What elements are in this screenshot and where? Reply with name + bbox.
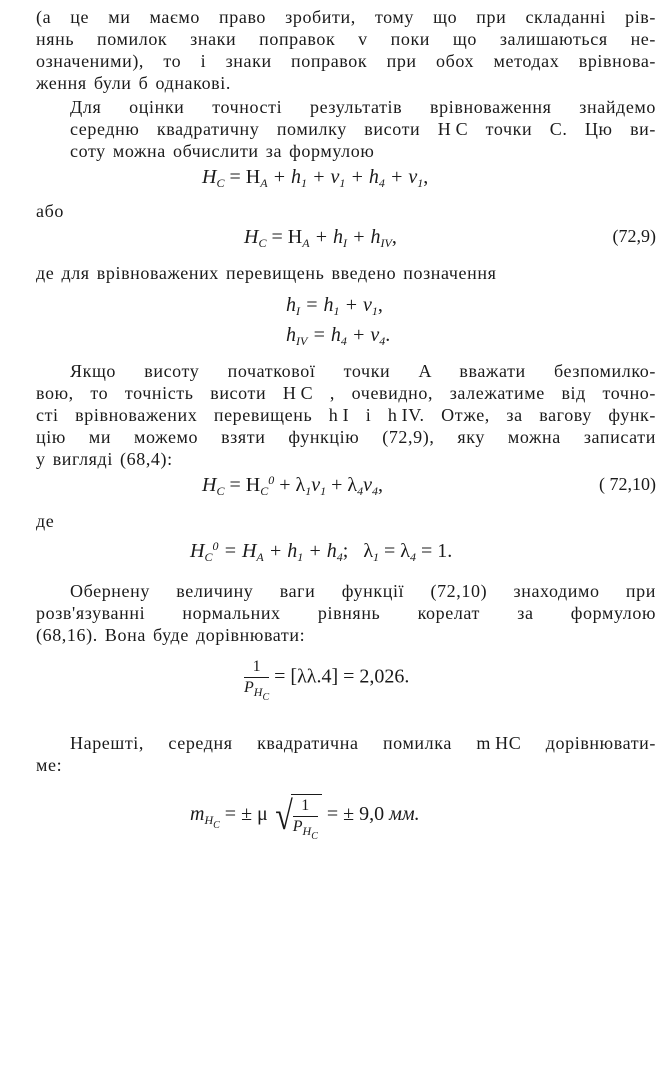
page <box>36 6 656 856</box>
text-line: ження були б однакові. <box>36 73 231 93</box>
formula-expression: $H_C = H_A + h_1 + v_1 + h_4 + v_1$, <box>202 166 429 190</box>
label-or: або <box>36 201 64 221</box>
text-line: Нарешті, середня квадратична помилка m HC дорівнювати- <box>70 733 656 753</box>
text-line: Обернену величину ваги функції (72,10) знаходимо при <box>70 581 656 601</box>
paragraph-6 <box>36 732 656 776</box>
equation-number: (72,9) <box>612 226 656 246</box>
formula-expression: $\frac{1}{P_{H_C}}$ = [λλ.4] = 2,026. <box>244 658 410 703</box>
formula-weight <box>36 652 656 722</box>
text-line: цію ми можемо взяти функцію (72,9), яку можна записати <box>36 427 656 447</box>
formula-expression: $m_{H_C}$ = ± μ √ $\frac{1}{P_{H_C}}$ = ± 9,0 мм. <box>190 793 420 842</box>
formula-hc-zero <box>36 536 656 580</box>
paragraph-3 <box>36 262 656 284</box>
paragraph-1 <box>36 6 656 94</box>
fraction: $\frac{1}{P_{H_C}}$ <box>292 797 318 842</box>
text-line: сті врівноважених перевищень h I і h IV. Отже, за вагову функ- <box>36 405 656 425</box>
fraction: $\frac{1}{P_{H_C}}$ <box>244 658 270 703</box>
equation-number: ( 72,10) <box>599 474 656 494</box>
formula-mean-square-error <box>36 786 656 856</box>
formula-expression: $H_C = H_A + h_I + h_{IV}$, <box>244 226 397 250</box>
formula-72-10 <box>36 470 656 510</box>
paragraph-2 <box>36 96 656 162</box>
text-line: (68,16). Вона буде дорівнювати: <box>36 625 306 645</box>
text-line: ме: <box>36 755 63 775</box>
text-line: нянь помилок знаки поправок v поки що залишаються не- <box>36 29 656 49</box>
text-line: розв'язуванні нормальних рівнянь корелат за формулою <box>36 603 656 623</box>
text-line: Якщо висоту початкової точки A вважати безпомилко- <box>70 361 656 381</box>
formula-expression: $H_C^0 = H_A + h_1 + h_4$; $\lambda_1 = \lambda_4 = 1$. <box>190 539 453 564</box>
label-where: де <box>36 511 55 531</box>
formula-h-four <box>36 320 656 360</box>
text-line: (а це ми маємо право зробити, тому що при складанні рів- <box>36 7 656 27</box>
square-root <box>291 794 322 842</box>
paragraph-4 <box>36 360 656 470</box>
text-line: означеними), то і знаки поправок при обох методах врівнова- <box>36 51 656 71</box>
formula-expression: $h_I = h_1 + v_1$, <box>286 294 383 318</box>
formula-expression: $h_{IV} = h_4 + v_4$. <box>286 324 391 348</box>
text-line: у вигляді (68,4): <box>36 449 173 469</box>
text-line: Для оцінки точності результатів врівноваження знайдемо <box>70 97 656 117</box>
text-line: вою, то точність висоти H C , очевидно, залежатиме від точно- <box>36 383 656 403</box>
text-line: де для врівноважених перевищень введено позначення <box>36 263 497 283</box>
radical-sign: √ <box>274 793 293 838</box>
formula-h-one <box>36 290 656 320</box>
text-line: середню квадратичну помилку висоти H C точки C. Цю ви- <box>70 119 656 139</box>
formula-expression: $H_C = H_C^0 + \lambda_1v_1 + \lambda_4v_4$, <box>202 473 383 498</box>
paragraph-5 <box>36 580 656 646</box>
formula-height-c <box>36 162 656 200</box>
text-line: соту можна обчислити за формулою <box>70 141 375 161</box>
formula-72-9 <box>36 222 656 262</box>
